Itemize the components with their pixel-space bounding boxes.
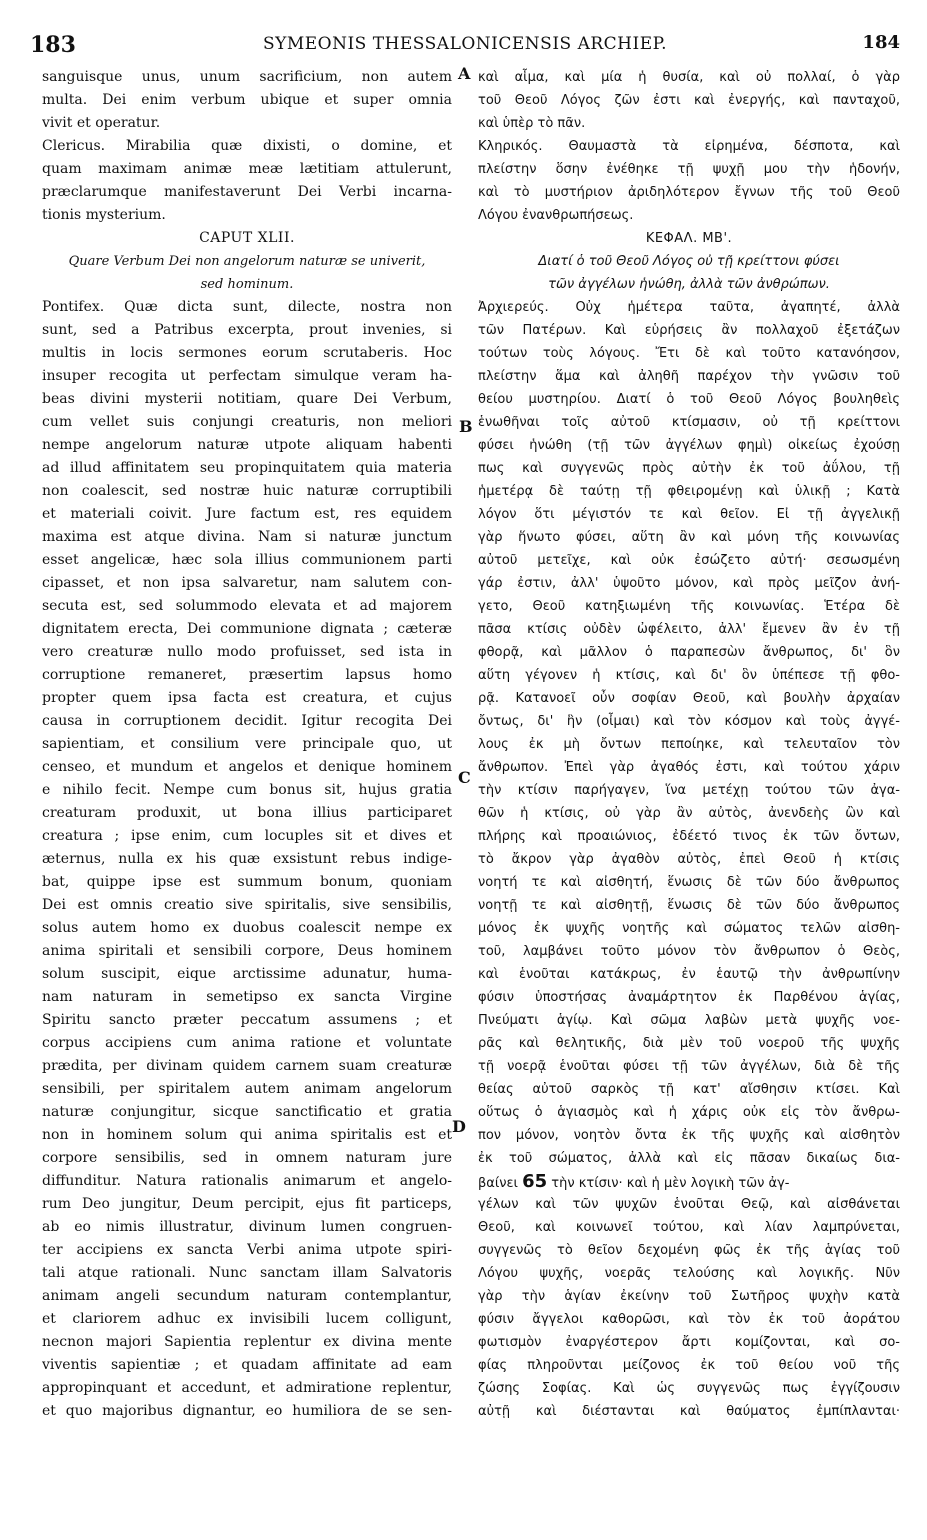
greek-line: τὸ ἄκρον γὰρ ἀγαθὸν αὐτὸς, ἐπεὶ Θεοῦ ἡ κτίσις — [478, 852, 900, 867]
latin-chapter-heading: CAPUT XLII. — [199, 230, 295, 246]
greek-line: ζώσης Σοφίας. Καὶ ὡς συγγενῶς πως ἐγγίζουσιν — [478, 1381, 900, 1396]
greek-line: καὶ ἑνοῦται κατάκρως, ἐν ἑαυτῷ τὴν ἀνθρωπίνην — [478, 967, 900, 982]
greek-line: πᾶσα κτίσις οὐδὲν ὠφέλειτο, ἀλλ' ἔμενεν ἂν ἐν τῇ — [478, 622, 900, 637]
latin-line: solus autem homo ex duobus coalescit nempe ex — [42, 920, 452, 936]
greek-line: Ἀρχιερεύς. Οὐχ ἡμέτερα ταῦτα, ἀγαπητέ, ἀλλὰ — [478, 300, 900, 315]
greek-line-end: τὴν κτίσιν· καὶ ἡ μὲν λογικὴ τῶν ἀγ- — [551, 1176, 790, 1191]
greek-line: πλείστην ὅσην ἐνέθηκε τῇ ψυχῇ μου τὴν ἡδονήν, — [478, 162, 900, 177]
latin-line: præclarumque manifestaverunt Dei Verbi incarna- — [42, 184, 452, 200]
greek-line: οὕτως ὁ ἁγιασμὸς καὶ ἡ χάρις οὐκ εἰς τὸν ἄνθρω- — [478, 1105, 900, 1120]
greek-line: γάρ ἐστιν, ἀλλ' ὑψοῦτο μόνον, καὶ πρὸς μεῖζον ἀνή- — [478, 576, 900, 591]
greek-line: λόγον ὅτι μέγιστόν τε καὶ θεῖον. Εἰ τῇ ἀγγελικῇ — [478, 507, 900, 522]
latin-line: viventis sapientiæ ; et quadam affinitate ad eam — [42, 1357, 452, 1373]
latin-line: cum vellet suis conjungi creaturis, non meliori — [42, 414, 452, 430]
latin-line: necnon majori Sapientia replentur ex divina mente — [42, 1334, 452, 1350]
latin-line: multa. Dei enim verbum ubique et super omnia — [42, 92, 452, 108]
latin-line: esset angelicæ, hæc sola illius communionem parti — [42, 552, 452, 568]
column-number-marker: 65 — [522, 1171, 548, 1192]
greek-line: γέλων καὶ τῶν ψυχῶν ἑνοῦται Θεῷ, καὶ αἰσθάνεται — [478, 1197, 900, 1212]
greek-line: γὰρ ἥνωτο φύσει, αὕτη ἂν καὶ μόνη τῆς κοινωνίας — [478, 530, 900, 545]
margin-letter-a: A — [458, 64, 471, 83]
greek-column — [478, 66, 900, 1423]
greek-line-start: βαίνει — [478, 1176, 518, 1191]
latin-line: e nihilo fecit. Nempe cum bonus sit, hujus gratia — [42, 782, 452, 798]
latin-line: vivit et operatur. — [42, 115, 161, 131]
latin-line: corpore sensibilis, sed in omnem naturam jure — [42, 1150, 452, 1166]
greek-line: τοῦ Θεοῦ Λόγος ζῶν ἐστι καὶ ἐνεργής, καὶ πανταχοῦ, — [478, 93, 900, 108]
latin-line: maxima est atque divina. Nam si naturæ junctum — [42, 529, 452, 545]
greek-line: αὕτη γέγονεν ἡ κτίσις, καὶ δι' ὃν ὑπέπεσε τῇ φθο- — [478, 668, 900, 683]
latin-line: nempe angelorum naturæ utpote aliquam habenti — [42, 437, 452, 453]
margin-letter-d: D — [452, 1117, 466, 1136]
greek-line: Θεοῦ, καὶ κοινωνεῖ τούτου, καὶ λίαν λαμπρύνεται, — [478, 1220, 900, 1235]
greek-line: ἑνωθῆναι τοῖς αὐτοῦ κτίσμασιν, οὐ τῇ κρείττονι — [478, 415, 900, 430]
greek-line: καὶ αἷμα, καὶ μία ἡ θυσία, καὶ οὐ πολλαί, ὁ γὰρ — [478, 70, 900, 85]
greek-line: θείου μυστηρίου. Διατί ὁ τοῦ Θεοῦ Λόγος βουληθεὶς — [478, 392, 900, 407]
latin-line: causa in corruptionem decidit. Igitur recogita Dei — [42, 713, 452, 729]
latin-line: Clericus. Mirabilia quæ dixisti, o domine, et — [42, 138, 452, 154]
latin-column — [42, 66, 452, 1423]
latin-line: et materiali coivit. Jure factum est, res equidem — [42, 506, 452, 522]
latin-line: bat, quippe ipse est summum bonum, quoniam — [42, 874, 452, 890]
greek-line: γετο, Θεοῦ κατηξιωμένη τῆς κοινωνίας. Ἑτέρα δὲ — [478, 599, 900, 614]
greek-line: θείας αὐτοῦ σαρκὸς τῇ κατ' αἴσθησιν κτίσει. Καὶ — [478, 1082, 900, 1097]
page-number-left: 183 — [30, 32, 76, 58]
greek-line: συγγενῶς τὸ θεῖον δεχομένη φῶς ἐκ τῆς ἁγίας τοῦ — [478, 1243, 900, 1258]
latin-line: nam naturam in semetipso ex sancta Virgine — [42, 989, 452, 1005]
latin-line: sunt, sed a Patribus excerpta, prout invenies, si — [42, 322, 452, 338]
greek-line: πλείστην ἅμα καὶ ἀληθῆ παρέχον τὴν γνῶσιν τοῦ — [478, 369, 900, 384]
latin-line: rum Deo jungitur, Deum percipit, ejus fit particeps, — [42, 1196, 452, 1212]
greek-line: Λόγου ἐνανθρωπήσεως. — [478, 208, 634, 223]
greek-line: τούτων τοὺς λόγους. Ἔτι δὲ καὶ τοῦτο κατανόησον, — [478, 346, 900, 361]
greek-chapter-subtitle: Διατί ὁ τοῦ Θεοῦ Λόγος οὐ τῇ κρείττονι φύσει — [538, 254, 840, 269]
greek-line: μόνος ἐκ ψυχῆς νοητῆς καὶ σώματος τελῶν αἰσθη- — [478, 921, 900, 936]
latin-line: tali atque rationali. Nunc sanctam illam Salvatoris — [42, 1265, 452, 1281]
latin-line: prædita, per divinam quidem carnem suam creaturæ — [42, 1058, 452, 1074]
latin-chapter-subtitle: sed hominum. — [200, 277, 294, 292]
greek-line: φωτισμὸν ἐναργέστερον ἄρτι κομίζονται, καὶ σο- — [478, 1335, 900, 1350]
greek-line — [478, 1170, 900, 1193]
greek-line: πως καὶ συγγενῶς πρὸς αὐτὴν ἐκ τοῦ ἀΰλου, τῇ — [478, 461, 900, 476]
latin-line: et quo majoribus dignantur, eo humiliora de se sen- — [42, 1403, 452, 1419]
greek-line: ὄντως, δι' ἣν (οἶμαι) καὶ τὸν κόσμον καὶ τοὺς ἀγγέ- — [478, 714, 900, 729]
greek-line: λους ἐκ μὴ ὄντων πεποίηκε, καὶ τελευταῖον τὸν — [478, 737, 900, 752]
latin-line: non in hominem solum qui anima spiritalis est et — [42, 1127, 452, 1143]
greek-line: νοητῇ τε καὶ αἰσθητῇ, ἕνωσις δὲ τῶν δύο ἄνθρωπος — [478, 898, 900, 913]
greek-line: γὰρ τὴν ἁγίαν ἐκείνην τοῦ Σωτῆρος ψυχὴν κατὰ — [478, 1289, 900, 1304]
greek-chapter-heading: ΚΕΦΑΛ. ΜΒ'. — [645, 231, 733, 246]
greek-line: καὶ ὑπὲρ τὸ πᾶν. — [478, 116, 586, 131]
greek-line: νοητή τε καὶ αἰσθητή, ἕνωσις δὲ τῶν δύο ἄνθρωπος — [478, 875, 900, 890]
greek-line: τῶν Πατέρων. Καὶ εὑρήσεις ἂν πολλαχοῦ ἐξετάζων — [478, 323, 900, 338]
latin-line: creaturam produxit, ut bona illius participaret — [42, 805, 452, 821]
greek-line: ρᾶς καὶ θελητικῆς, διὰ μὲν τοῦ νοεροῦ τῆς ψυχῆς — [478, 1036, 900, 1051]
greek-line: ἡμετέρᾳ δὲ ταύτῃ τῇ φθειρομένῃ καὶ ὑλικῇ ; Κατὰ — [478, 484, 900, 499]
latin-line: insuper recogita ut perfectam simulque veram ha- — [42, 368, 452, 384]
greek-line: φίας πληροῦνται μείζονος ἐκ τοῦ θείου νοῦ τῆς — [478, 1358, 900, 1373]
greek-line: καὶ τὸ μυστήριον ἀριδηλότερον ἔγνων τῆς τοῦ Θεοῦ — [478, 185, 900, 200]
greek-line: ἐκ τοῦ σώματος, ἀλλὰ καὶ εἰς πᾶσαν δικαίως δια- — [478, 1151, 900, 1166]
latin-line: anima spiritali et sensibili corpore, Deus hominem — [42, 943, 452, 959]
greek-line: φύσιν ἄγγελοι καθορῶσι, καὶ τὸν ἐκ τοῦ ἀοράτου — [478, 1312, 900, 1327]
latin-line: diffunditur. Natura rationalis animarum et angelo- — [42, 1173, 452, 1189]
latin-line: ab eo nimis illustratur, divinum lumen congruen- — [42, 1219, 452, 1235]
latin-line: solum suscipit, eique arctissime adunatur, huma- — [42, 966, 452, 982]
latin-line: ter accipiens ex sancta Verbi anima utpote spiri- — [42, 1242, 452, 1258]
greek-line: θῶν ἡ κτίσις, οὐ γὰρ ἂν αὐτὸς, ἀνενδεὴς ὢν καὶ — [478, 806, 900, 821]
greek-line: αὐτῇ καὶ διέστανται καὶ θαύματος ἐμπίπλανται· — [478, 1404, 900, 1419]
page-number-right: 184 — [862, 32, 900, 53]
latin-line: Spiritu sancto præter peccatum assumens ; et — [42, 1012, 452, 1028]
latin-line: vero creaturæ nullo modo profuisset, sed ista in — [42, 644, 452, 660]
latin-line: tionis mysterium. — [42, 207, 166, 223]
latin-line: animam angeli secundum naturam contemplantur, — [42, 1288, 452, 1304]
greek-line: τοῦ, λαμβάνει τοῦτο μόνον τὸν ἄνθρωπον ὁ Θεὸς, — [478, 944, 900, 959]
latin-chapter-subtitle: Quare Verbum Dei non angelorum naturæ se univerit, — [68, 254, 426, 269]
greek-chapter-subtitle: τῶν ἀγγέλων ἡνώθη, ἀλλὰ τῶν ἀνθρώπων. — [548, 277, 830, 292]
greek-line: Πνεύματι ἁγίῳ. Καὶ σῶμα λαβὼν μετὰ ψυχῆς νοε- — [478, 1013, 900, 1028]
greek-line: φύσιν ὑποστήσας ἀναμάρτητον ἐκ Παρθένου ἁγίας, — [478, 990, 900, 1005]
latin-line: quam maximam animæ meæ lætitiam attulerunt, — [42, 161, 452, 177]
latin-line: sapientiam, et consilium vere principale quo, ut — [42, 736, 452, 752]
latin-line: creatura ; ipse enim, cum locuples sit et dives et — [42, 828, 452, 844]
latin-line: Dei est omnis creatio sive spiritalis, sive sensibilis, — [42, 897, 452, 913]
greek-line: φύσει ἡνώθη (τῇ τῶν ἀγγέλων φημὶ) οἰκείως ἐχούσῃ — [478, 438, 900, 453]
greek-line: ἄνθρωπον. Ἐπεὶ γὰρ ἀγαθός ἐστι, καὶ τούτου χάριν — [478, 760, 900, 775]
latin-line: appropinquant et accedunt, et admiratione replentur, — [42, 1380, 452, 1396]
latin-line: sanguisque unus, unum sacrificium, non autem — [42, 69, 452, 85]
latin-line: dignitatem erecta, Dei communione dignata ; cæteræ — [42, 621, 452, 637]
greek-line: αὐτοῦ μετεῖχε, καὶ οὐκ ἐσώζετο αὐτή· σεσωσμένη — [478, 553, 900, 568]
latin-line: sensibili, per spiritalem autem animam angelorum — [42, 1081, 452, 1097]
greek-line: τῇ νοερᾷ ἑνοῦται φύσει τῇ τῶν ἀγγέλων, διὰ δὲ τῆς — [478, 1059, 900, 1074]
latin-line: non coalescit, sed nostræ huic naturæ corruptibili — [42, 483, 452, 499]
page-header — [30, 32, 900, 56]
latin-line: corruptione remaneret, præsertim lapsus homo — [42, 667, 452, 683]
margin-letter-b: B — [459, 417, 473, 436]
latin-line: ad illud affinitatem seu propinquitatem quia materia — [42, 460, 452, 476]
latin-line: multis in locis sermones eorum scrutaberis. Hoc — [42, 345, 452, 361]
running-title: SYMEONIS THESSALONICENSIS ARCHIEP. — [262, 34, 668, 54]
latin-line: secuta est, sed solummodo elevata et ad majorem — [42, 598, 452, 614]
latin-line: censeo, et mundum et angelos et denique hominem — [42, 759, 452, 775]
latin-line: corpus accipiens cum anima ratione et voluntate — [42, 1035, 452, 1051]
greek-line: φθορᾷ, καὶ μᾶλλον ὁ παραπεσὼν ἄνθρωπος, δι' ὃν — [478, 645, 900, 660]
greek-line: τὴν κτίσιν παρήγαγεν, ἵνα μετέχῃ τούτου τῶν ἀγα- — [478, 783, 900, 798]
margin-letter-c: C — [458, 768, 471, 787]
greek-line: ρᾷ. Κατανοεῖ οὖν σοφίαν Θεοῦ, καὶ βουλὴν ἀρχαίαν — [478, 691, 900, 706]
latin-line: beas divini mysterii notitiam, quare Dei Verbum, — [42, 391, 452, 407]
latin-line: et clariorem adhuc ex invisibili lucem colligunt, — [42, 1311, 452, 1327]
greek-line: πλήρης καὶ προαιώνιος, ἐδέετό τινος ἐκ τῶν ὄντων, — [478, 829, 900, 844]
latin-line: propter quem ipsa facta est creatura, et cujus — [42, 690, 452, 706]
greek-line: Κληρικός. Θαυμαστὰ τὰ εἰρημένα, δέσποτα, καὶ — [478, 139, 900, 154]
greek-line: Λόγου ψυχῆς, νοερᾶς τελούσης καὶ λογικῆς. Νῦν — [478, 1266, 900, 1281]
latin-line: naturæ conjungitur, sicque sanctificatio et gratia — [42, 1104, 452, 1120]
greek-line: πον μόνον, νοητὸν ὄντα ἐκ τῆς ψυχῆς καὶ αἰσθητὸν — [478, 1128, 900, 1143]
latin-line: æternus, nulla ex his quæ exsistunt rebus indige- — [42, 851, 452, 867]
latin-line: cipasset, et non ipsa salvaretur, nam salutem con- — [42, 575, 452, 591]
latin-line: Pontifex. Quæ dicta sunt, dilecte, nostra non — [42, 299, 452, 315]
